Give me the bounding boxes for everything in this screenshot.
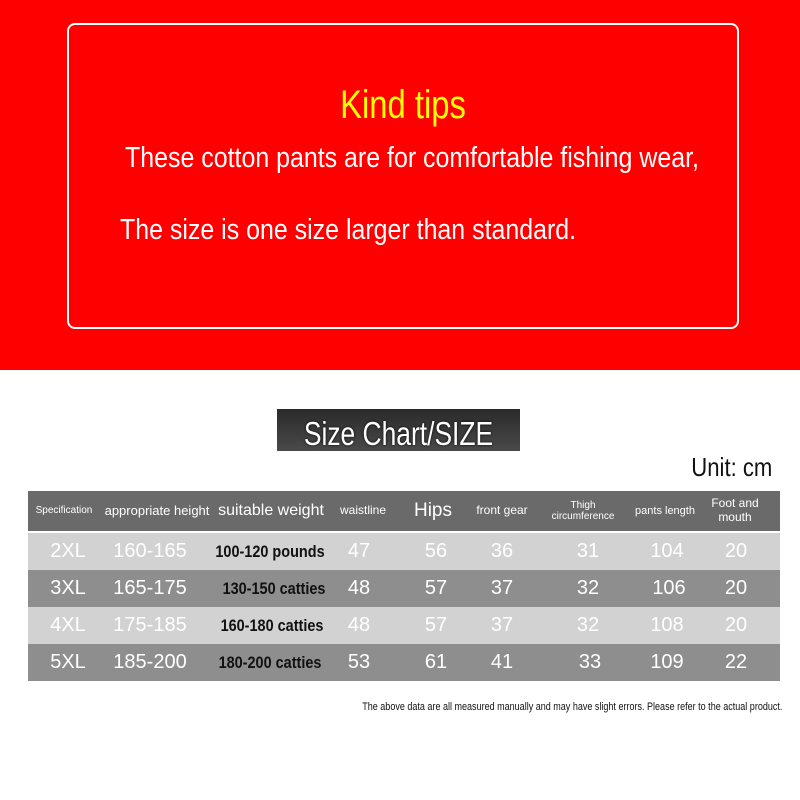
cell-size: 3XL: [50, 577, 86, 599]
cell-weight: 180-200 catties: [218, 652, 322, 672]
table-row: [28, 533, 780, 570]
header-pants-length: pants length: [635, 504, 695, 517]
size-table: [28, 491, 780, 681]
tips-banner: [0, 0, 800, 370]
cell-pants-length: 106: [652, 577, 686, 599]
cell-waistline: 48: [347, 614, 371, 636]
cell-height: 175-185: [113, 614, 187, 636]
cell-height: 185-200: [113, 651, 187, 673]
cell-pants-length: 109: [650, 651, 684, 673]
cell-waistline: 47: [347, 540, 371, 562]
unit-label: Unit: cm: [690, 452, 772, 482]
table-row: [28, 570, 780, 607]
header-front-gear: front gear: [476, 503, 528, 518]
header-specification: Specification: [35, 505, 93, 517]
cell-size: 2XL: [50, 540, 86, 562]
tips-line-2: The size is one size larger than standard.: [120, 214, 577, 246]
table-row: [28, 607, 780, 644]
table-row: [28, 644, 780, 681]
table-header: [28, 491, 780, 531]
cell-front-gear: 37: [490, 577, 514, 599]
cell-weight: 130-150 catties: [222, 578, 326, 598]
cell-front-gear: 37: [490, 614, 514, 636]
cell-foot-mouth: 22: [724, 651, 748, 673]
cell-hips: 57: [424, 614, 448, 636]
cell-pants-length: 104: [650, 540, 684, 562]
size-chart-title-box: [277, 409, 520, 451]
cell-hips: 56: [424, 540, 448, 562]
cell-hips: 61: [424, 651, 448, 673]
header-waistline: waistline: [339, 503, 387, 518]
cell-waistline: 48: [347, 577, 371, 599]
cell-thigh: 32: [576, 577, 600, 599]
header-thigh: Thigh circumference: [551, 499, 615, 522]
header-weight: suitable weight: [218, 501, 324, 519]
cell-size: 4XL: [50, 614, 86, 636]
tips-line-1: These cotton pants are for comfortable fishing wear,: [125, 142, 699, 174]
cell-foot-mouth: 20: [724, 540, 748, 562]
cell-foot-mouth: 20: [724, 614, 748, 636]
cell-height: 165-175: [113, 577, 187, 599]
header-foot-mouth: Foot and mouth: [711, 496, 759, 524]
cell-pants-length: 108: [650, 614, 684, 636]
cell-waistline: 53: [347, 651, 371, 673]
cell-height: 160-165: [113, 540, 187, 562]
cell-size: 5XL: [50, 651, 86, 673]
cell-weight: 160-180 catties: [220, 615, 324, 635]
cell-thigh: 33: [578, 651, 602, 673]
cell-weight: 100-120 pounds: [215, 541, 325, 561]
cell-front-gear: 36: [490, 540, 514, 562]
size-chart-title: Size Chart/SIZE: [303, 415, 494, 452]
cell-front-gear: 41: [490, 651, 514, 673]
cell-foot-mouth: 20: [724, 577, 748, 599]
tips-box: [67, 23, 739, 329]
cell-hips: 57: [424, 577, 448, 599]
disclaimer-note: The above data are all measured manually and may have slight errors. Please refer to the actual product.: [361, 701, 782, 713]
header-hips: Hips: [413, 500, 452, 522]
header-height: appropriate height: [104, 502, 210, 518]
cell-thigh: 32: [576, 614, 600, 636]
tips-title: Kind tips: [340, 83, 466, 127]
cell-thigh: 31: [576, 540, 600, 562]
